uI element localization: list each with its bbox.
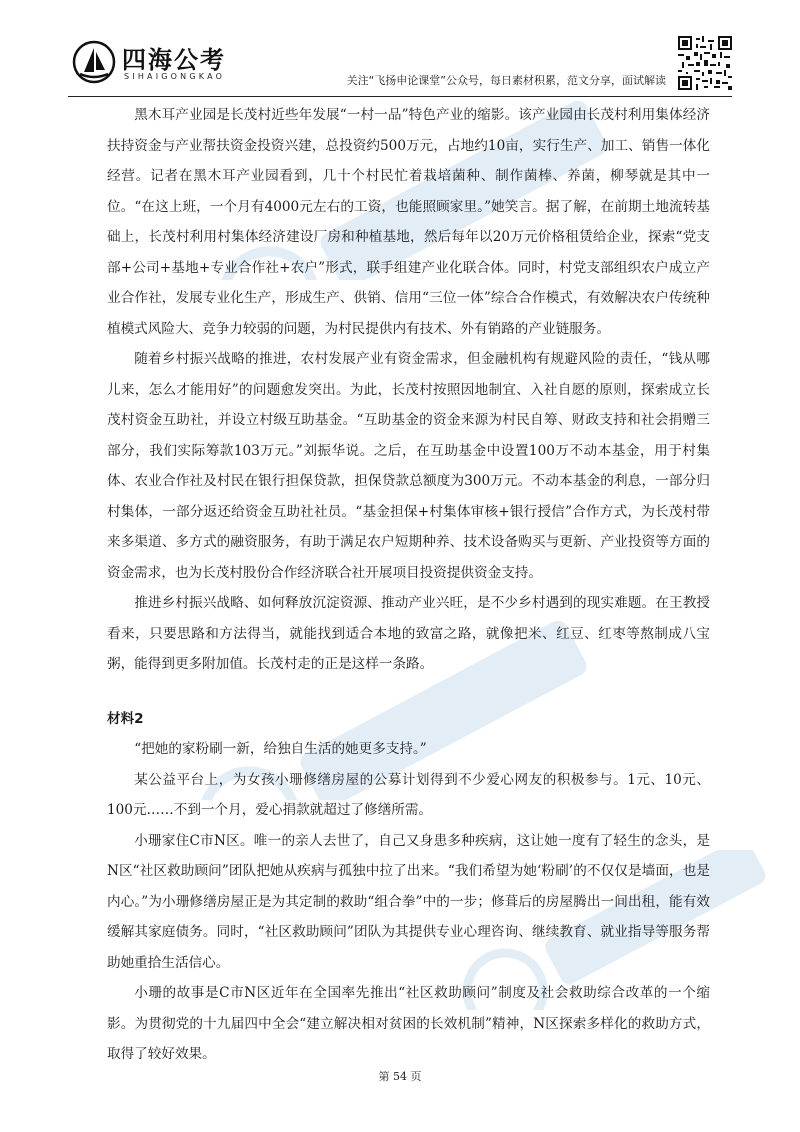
- paragraph: 推进乡村振兴战略、如何释放沉淀资源、推动产业兴旺，是不少乡村遇到的现实难题。在王教授看来，只要思路和方法得当，就能找到适合本地的致富之路，就像把米、红豆、红枣等熬制成八宝粥，能得到更多附加值。长茂村走的正是这样一条路。: [107, 595, 710, 672]
- page-number: 第 54 页: [378, 1070, 422, 1083]
- page-header: [68, 30, 732, 97]
- brand-logo: [72, 38, 282, 90]
- paragraph: “把她的家粉刷一新，给独自生活的她更多支持。”: [134, 741, 427, 757]
- section-title: 材料2: [107, 710, 144, 727]
- paragraph: 小珊家住C市N区。唯一的亲人去世了，自己又身患多种疾病，这让她一度有了轻生的念头，是N区“社区救助顾问”团队把她从疾病与孤独中拉了出来。“我们希望为她‘粉刷’的不仅仅是墙面，也是内心。”为小珊修缮房屋正是为其定制的救助“组合拳”中的一步；修葺后的房屋腾出一间出租，能有效缓解其家庭债务。同时，“社区救助顾问”团队为其提供专业心理咨询、继续教育、就业指导等服务帮助她重拾生活信心。: [107, 832, 710, 971]
- header-note: 关注“飞扬申论课堂”公众号，每日素材积累，范文分享，面试解读: [346, 74, 666, 87]
- sail-logo-icon: [72, 40, 116, 84]
- paragraph: 随着乡村振兴战略的推进，农村发展产业有资金需求，但金融机构有规避风险的责任，“钱从哪儿来，怎么才能用好”的问题愈发突出。为此，长茂村按照因地制宜、入社自愿的原则，探索成立长茂村资金互助社，并设立村级互助基金。“互助基金的资金来源为村民自筹、财政支持和社会捐赠三部分，我们实际筹款103万元。”刘振华说。之后，在互助基金中设置100万不动本基金，用于村集体、农业合作社及村民在银行担保贷款，担保贷款总额度为300万元。不动本基金的利息，一部分归村集体，一部分返还给资金互助社社员。“基金担保+村集体审核+银行授信”合作方式，为长茂村带来多渠道、多方式的融资服务，有助于满足农户短期种养、技术设备购买与更新、产业投资等方面的资金需求，也为长茂村股份合作经济联合社开展项目投资提供资金支持。: [107, 351, 710, 581]
- paragraph: 某公益平台上，为女孩小珊修缮房屋的公募计划得到不少爱心网友的积极参与。1元、10元、100元……不到一个月，爱心捐款就超过了修缮所需。: [107, 771, 710, 818]
- qr-code-icon: [678, 36, 732, 90]
- brand-name: 四海公考: [122, 46, 226, 74]
- paragraph: 黑木耳产业园是长茂村近些年发展“一村一品”特色产业的缩影。该产业园由长茂村利用集体经济扶持资金与产业帮扶资金投资兴建，总投资约500万元，占地约10亩，实行生产、加工、销售一体化经营。记者在黑木耳产业园看到，几十个村民忙着栽培菌种、制作菌棒、养菌，柳琴就是其中一位。“在这上班，一个月有4000元左右的工资，也能照顾家里。”她笑言。据了解，在前期土地流转基础上，长茂村利用村集体经济建设厂房和种植基地，然后每年以20万元价格租赁给企业，探索“党支部+公司+基地+专业合作社+农户”形式，联手组建产业化联合体。同时，村党支部组织农户成立产业合作社，发展专业化生产，形成生产、供销、信用“三位一体”综合合作模式，有效解决农户传统种植模式风险大、竞争力较弱的问题，为村民提供内有技术、外有销路的产业链服务。: [107, 107, 710, 337]
- brand-name-latin: SIHAIGONGKAO: [124, 72, 226, 81]
- paragraph: 小珊的故事是C市N区近年在全国率先推出“社区救助顾问”制度及社会救助综合改革的一个缩影。为贯彻党的十九届四中全会“建立解决相对贫困的长效机制”精神，N区探索多样化的救助方式，取得了较好效果。: [107, 985, 710, 1062]
- document-body: [107, 100, 710, 1070]
